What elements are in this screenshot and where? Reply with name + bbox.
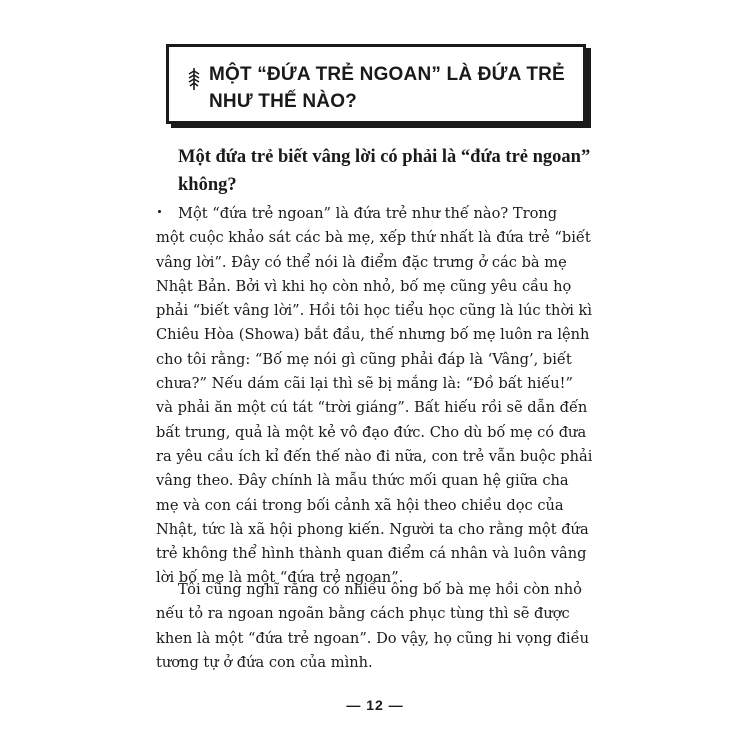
text-line: bất trung, quả là một kẻ vô đạo đức. Cho dù bố mẹ có đưa (156, 423, 587, 441)
text-line: tương tự ở đứa con của mình. (156, 653, 373, 671)
text-line: Nhật, tức là xã hội phong kiến. Người ta cho rằng một đứa (156, 520, 589, 538)
chapter-title (209, 61, 579, 115)
chapter-title-line: MỘT “ĐỨA TRẺ NGOAN” LÀ ĐỨA TRẺ (209, 64, 565, 85)
chapter-title-line: NHƯ THẾ NÀO? (209, 91, 357, 112)
chapter-title-box (166, 44, 586, 124)
text-line: phải “biết vâng lời”. Hồi tôi học tiểu học cũng là lúc thời kì (156, 302, 593, 320)
text-line: mẹ và con cái trong bối cảnh xã hội theo chiều dọc của (156, 496, 564, 514)
section-heading (178, 143, 608, 199)
paragraph-2 (156, 578, 594, 675)
text-line: Chiêu Hòa (Showa) bắt đầu, thế nhưng bố mẹ luôn ra lệnh (156, 326, 590, 344)
section-heading-line: không? (178, 175, 237, 195)
text-line: một cuộc khảo sát các bà mẹ, xếp thứ nhất là đứa trẻ “biết (156, 229, 591, 247)
text-line: lời bố mẹ là một “đứa trẻ ngoan”. (156, 569, 404, 587)
text-line: vâng lời”. Đây có thể nói là điểm đặc trưng ở các bà mẹ (156, 253, 567, 271)
leaf-icon (187, 67, 201, 91)
text-line: vâng theo. Đây chính là mẫu thức mối quan hệ giữa cha (156, 472, 569, 490)
text-line: Tôi cũng nghĩ rằng có nhiều ông bố bà mẹ hồi còn nhỏ (178, 581, 582, 598)
paragraph-1 (156, 202, 594, 591)
text-line: Nhật Bản. Bởi vì khi họ còn nhỏ, bố mẹ cũng yêu cầu họ (156, 277, 572, 295)
text-line: nếu tỏ ra ngoan ngoãn bằng cách phục tùng thì sẽ được (156, 605, 570, 623)
section-heading-line: Một đứa trẻ biết vâng lời có phải là “đứa trẻ ngoan” (178, 147, 591, 167)
text-line: Một “đứa trẻ ngoan” là đứa trẻ như thế nào? Trong (178, 205, 558, 222)
text-line: chưa?” Nếu dám cãi lại thì sẽ bị mắng là: “Đồ bất hiếu!” (156, 375, 573, 393)
text-line: cho tôi rằng: “Bố mẹ nói gì cũng phải đáp là ‘Vâng’, biết (156, 350, 572, 368)
text-line: trẻ không thể hình thành quan điểm cá nhân và luôn vâng (156, 545, 587, 563)
text-line: ra yêu cầu ích kỉ đến thế nào đi nữa, con trẻ vẫn buộc phải (156, 447, 593, 465)
page-number: — 12 — (346, 697, 404, 713)
text-line: và phải ăn một cú tát “trời giáng”. Bất hiếu rồi sẽ dẫn đến (156, 399, 588, 417)
text-line: khen là một “đứa trẻ ngoan”. Do vậy, họ cũng hi vọng điều (156, 629, 590, 647)
